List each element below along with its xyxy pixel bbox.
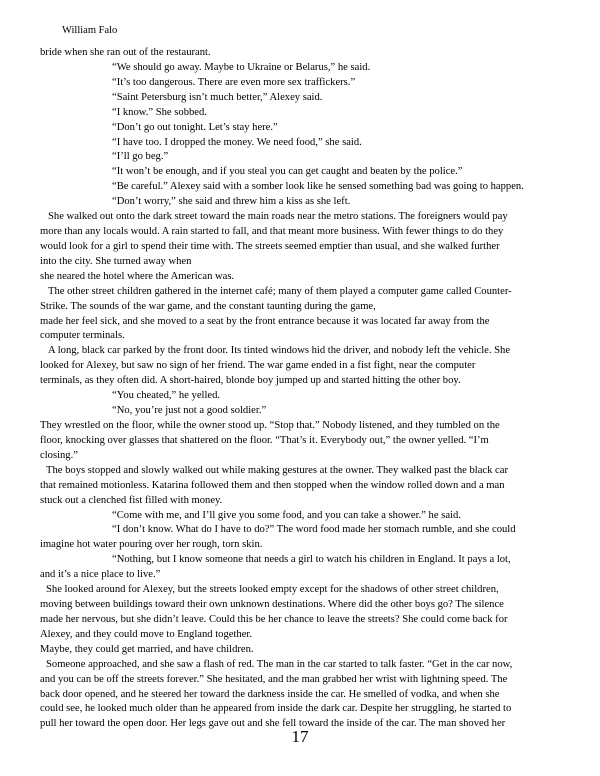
- running-header-author: William Falo: [62, 25, 118, 36]
- text-line: bride when she ran out of the restaurant.: [40, 47, 211, 58]
- text-line: “We should go away. Maybe to Ukraine or Belarus,” he said.: [112, 61, 371, 73]
- text-line: She walked out onto the dark street toward the main roads near the metro stations. The foreigners would pay: [48, 211, 508, 223]
- text-line: Alexey, and they could move to England together.: [40, 628, 253, 640]
- page-number: 17: [291, 727, 309, 746]
- text-line: moving between buildings toward their own unknown destinations. Where did the other boys go? The silence: [40, 599, 504, 611]
- text-line: “You cheated,” he yelled.: [112, 390, 221, 402]
- text-line: back door opened, and he steered her toward the darkness inside the car. He smelled of vodka, and when she: [40, 688, 500, 700]
- text-line: The other street children gathered in the internet café; many of them played a computer game called Counter-: [48, 285, 512, 297]
- text-line: looked for Alexey, but saw no sign of her friend. The war game ended in a fist fight, near the computer: [40, 360, 476, 372]
- text-line: would look for a girl to spend their time with. The streets seemed emptier than usual, and she walked further: [40, 240, 500, 252]
- text-line: “Come with me, and I’ll give you some food, and you can take a shower.” he said.: [112, 509, 461, 521]
- text-line: into the city. She turned away when: [40, 255, 192, 267]
- text-line: could see, he looked much older than he appeared from inside the dark car. Despite her struggling, he started to: [40, 703, 512, 715]
- text-line: “Don’t worry,” she said and threw him a kiss as she left.: [112, 196, 351, 208]
- text-line: “Be careful.” Alexey said with a somber look like he sensed something bad was going to happen.: [112, 181, 524, 193]
- text-line: “It won’t be enough, and if you steal you can get caught and beaten by the police.”: [112, 166, 463, 178]
- text-line: terminals, as they often did. A short-haired, blonde boy jumped up and started hitting the other boy.: [40, 375, 461, 387]
- text-line: floor, knocking over glasses that shattered on the floor. “That’s it. Everybody out,” the owner yelled. “I’m: [40, 434, 489, 446]
- text-line: Someone approached, and she saw a flash of red. The man in the car started to talk faster. “Get in the car now,: [46, 658, 513, 670]
- text-line: “I’ll go beg.”: [112, 151, 169, 163]
- text-line: “I know.” She sobbed.: [112, 106, 207, 118]
- text-line: computer terminals.: [40, 330, 125, 342]
- text-line: “I have too. I dropped the money. We need food,” she said.: [112, 136, 362, 148]
- text-line: made her nervous, but she didn’t leave. Could this be her chance to leave the streets? She could come back for: [40, 613, 508, 625]
- text-line: more than any locals would. A rain started to fall, and that meant more business. With fewer things to do they: [40, 226, 504, 238]
- text-line: made her feel sick, and she moved to a seat by the front entrance because it was located far away from the: [40, 315, 490, 327]
- text-line: They wrestled on the floor, while the owner stood up. “Stop that.” Nobody listened, and they tumbled on the: [40, 420, 500, 431]
- text-line: closing.”: [40, 449, 78, 461]
- text-line: “No, you’re just not a good soldier.”: [112, 405, 267, 417]
- text-line: Maybe, they could get married, and have children.: [40, 643, 254, 655]
- text-line: “Don’t go out tonight. Let’s stay here.”: [112, 121, 278, 133]
- text-line: stuck out a clenched fist filled with money.: [40, 494, 223, 506]
- text-line: “Saint Petersburg isn’t much better,” Alexey said.: [112, 91, 323, 103]
- text-line: pull her toward the open door. Her legs gave out and she fell toward the inside of the car. The man shoved her: [40, 718, 506, 730]
- text-line: “I don’t know. What do I have to do?” The word food made her stomach rumble, and she could: [112, 524, 516, 536]
- text-line: “Nothing, but I know someone that needs a girl to watch his children in England. It pays a lot,: [112, 554, 511, 566]
- text-line: that remained motionless. Katarina followed them and then stopped when the window rolled down and a man: [40, 479, 505, 491]
- text-line: She looked around for Alexey, but the streets looked empty except for the shadows of other street children,: [46, 584, 499, 596]
- text-line: imagine hot water pouring over her rough, torn skin.: [40, 539, 263, 551]
- text-line: and it’s a nice place to live.”: [40, 569, 161, 581]
- text-line: “It’s too dangerous. There are even more sex traffickers.”: [112, 76, 356, 88]
- text-line: The boys stopped and slowly walked out while making gestures at the owner. They walked past the black car: [46, 464, 508, 476]
- text-line: A long, black car parked by the front door. Its tinted windows hid the driver, and nobody left the vehicle. She: [48, 345, 511, 357]
- text-line: Strike. The sounds of the war game, and the constant taunting during the game,: [40, 300, 376, 312]
- text-line: she neared the hotel where the American was.: [40, 270, 235, 282]
- text-line: and you can be off the streets forever.” She hesitated, and the man grabbed her wrist with lightning speed. The: [40, 673, 508, 685]
